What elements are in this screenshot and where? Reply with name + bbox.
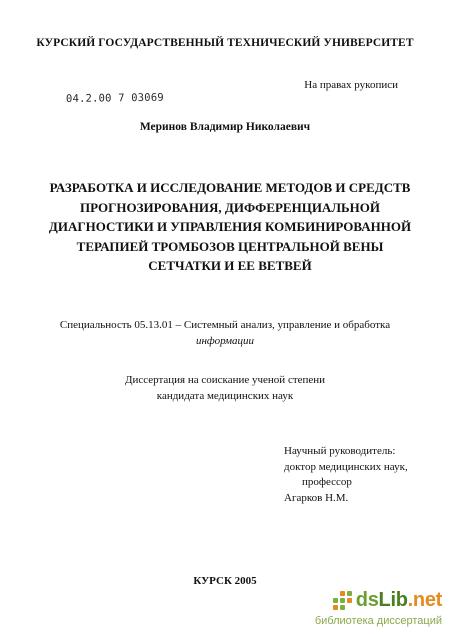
watermark-logo-row: [333, 589, 442, 612]
degree-block: [0, 372, 450, 404]
city-year: КУРСК 2005: [193, 575, 257, 587]
degree-line: кандидата медицинских наук: [156, 390, 294, 402]
title-line: ДИАГНОСТИКИ И УПРАВЛЕНИЯ КОМБИНИРОВАННОЙ: [48, 219, 412, 234]
logo-lib: Lib: [378, 589, 408, 611]
supervisor-rank: профессор: [302, 476, 352, 488]
supervisor-degree: доктор медицинских наук,: [284, 460, 408, 473]
title-line: РАЗРАБОТКА И ИССЛЕДОВАНИЕ МЕТОДОВ И СРЕДСТВ: [49, 180, 411, 195]
title-line: СЕТЧАТКИ И ЕЕ ВЕТВЕЙ: [148, 258, 312, 273]
specialty-block: [0, 317, 450, 349]
watermark-caption: библиотека диссертаций: [314, 615, 442, 627]
library-stamp: 04.2.00 7 03069: [65, 91, 164, 105]
supervisor-name: Агарков Н.М.: [284, 491, 349, 504]
title-line: ТЕРАПИЕЙ ТРОМБОЗОВ ЦЕНТРАЛЬНОЙ ВЕНЫ: [76, 238, 384, 254]
university-name: КУРСКИЙ ГОСУДАРСТВЕННЫЙ ТЕХНИЧЕСКИЙ УНИВЕРСИТЕТ: [36, 37, 414, 49]
dissertation-title: [40, 178, 420, 276]
watermark-logo-text: [356, 589, 442, 612]
manuscript-rights-note: На правах рукописи: [304, 79, 398, 91]
specialty-line: Специальность 05.13.01 – Системный анализ, управление и обработка: [59, 319, 391, 331]
specialty-line-italic: информации: [195, 335, 255, 347]
supervisor-heading: Научный руководитель:: [284, 445, 396, 457]
dslib-watermark[interactable]: [252, 589, 442, 633]
logo-domain: .net: [407, 589, 442, 611]
author-name: Меринов Владимир Николаевич: [139, 121, 311, 133]
degree-line: Диссертация на соискание ученой степени: [124, 374, 326, 386]
supervisor-block: [284, 444, 408, 506]
dots-logo-icon: [333, 591, 352, 610]
title-line: ПРОГНОЗИРОВАНИЯ, ДИФФЕРЕНЦИАЛЬНОЙ: [80, 199, 380, 215]
logo-prefix: ds: [355, 589, 379, 611]
